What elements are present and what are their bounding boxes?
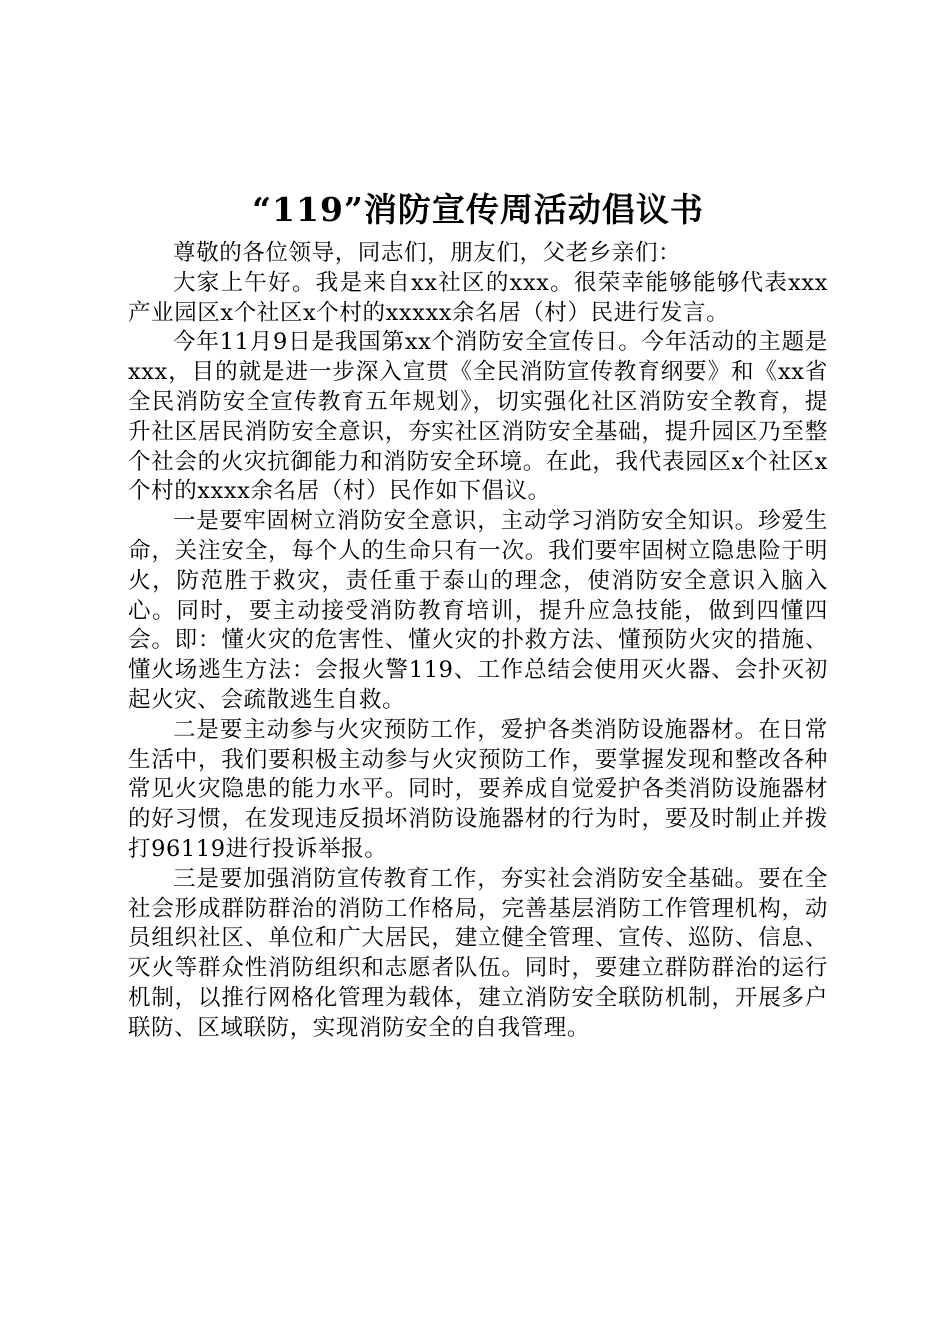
paragraph-proposal-one: 一是要牢固树立消防安全意识，主动学习消防安全知识。珍爱生命，关注安全，每个人的生命只有一次。我们要牢固树立隐患险于明火，防范胜于救灾，责任重于泰山的理念，使消防安全意识入脑入心。同时，要主动接受消防教育培训，提升应急技能，做到四懂四会。即：懂火灾的危害性、懂火灾的扑救方法、懂预防火灾的措施、懂火场逃生方法：会报火警119、工作总结会使用灭火器、会扑灭初起火灾、会疏散逃生自救。 bbox=[128, 508, 828, 713]
salutation: 尊敬的各位领导，同志们，朋友们，父老乡亲们： bbox=[173, 240, 682, 266]
paragraph-background: 今年11月9日是我国第xx个消防安全宣传日。今年活动的主题是xxx，目的就是进一步深入宣贯《全民消防宣传教育纲要》和《xx省全民消防安全宣传教育五年规划》，切实强化社区消防安全教育，提升社区居民消防安全意识，夯实社区消防安全基础，提升园区乃至整个社会的火灾抗御能力和消防安全环境。在此，我代表园区x个社区x个村的xxxx余名居（村）民作如下倡议。 bbox=[128, 329, 828, 505]
paragraph-proposal-three: 三是要加强消防宣传教育工作，夯实社会消防安全基础。要在全社会形成群防群治的消防工作格局，完善基层消防工作管理机构，动员组织社区、单位和广大居民，建立健全管理、宣传、巡防、信息、灭火等群众性消防组织和志愿者队伍。同时，要建立群防群治的运行机制，以推行网格化管理为载体，建立消防安全联防机制，开展多户联防、区域联防，实现消防安全的自我管理。 bbox=[128, 865, 828, 1041]
document-title: “119”消防宣传周活动倡议书 bbox=[252, 190, 704, 229]
paragraph-proposal-two: 二是要主动参与火灾预防工作，爱护各类消防设施器材。在日常生活中，我们要积极主动参与火灾预防工作，要掌握发现和整改各种常见火灾隐患的能力水平。同时，要养成自觉爱护各类消防设施器材的好习惯，在发现违反损坏消防设施器材的行为时，要及时制止并拨打96119进行投诉举报。 bbox=[128, 716, 828, 862]
document-page bbox=[128, 183, 828, 1044]
paragraph-greeting: 大家上午好。我是来自xx社区的xxx。很荣幸能够能够代表xxx产业园区x个社区x个村的xxxxx余名居（村）民进行发言。 bbox=[128, 269, 828, 326]
